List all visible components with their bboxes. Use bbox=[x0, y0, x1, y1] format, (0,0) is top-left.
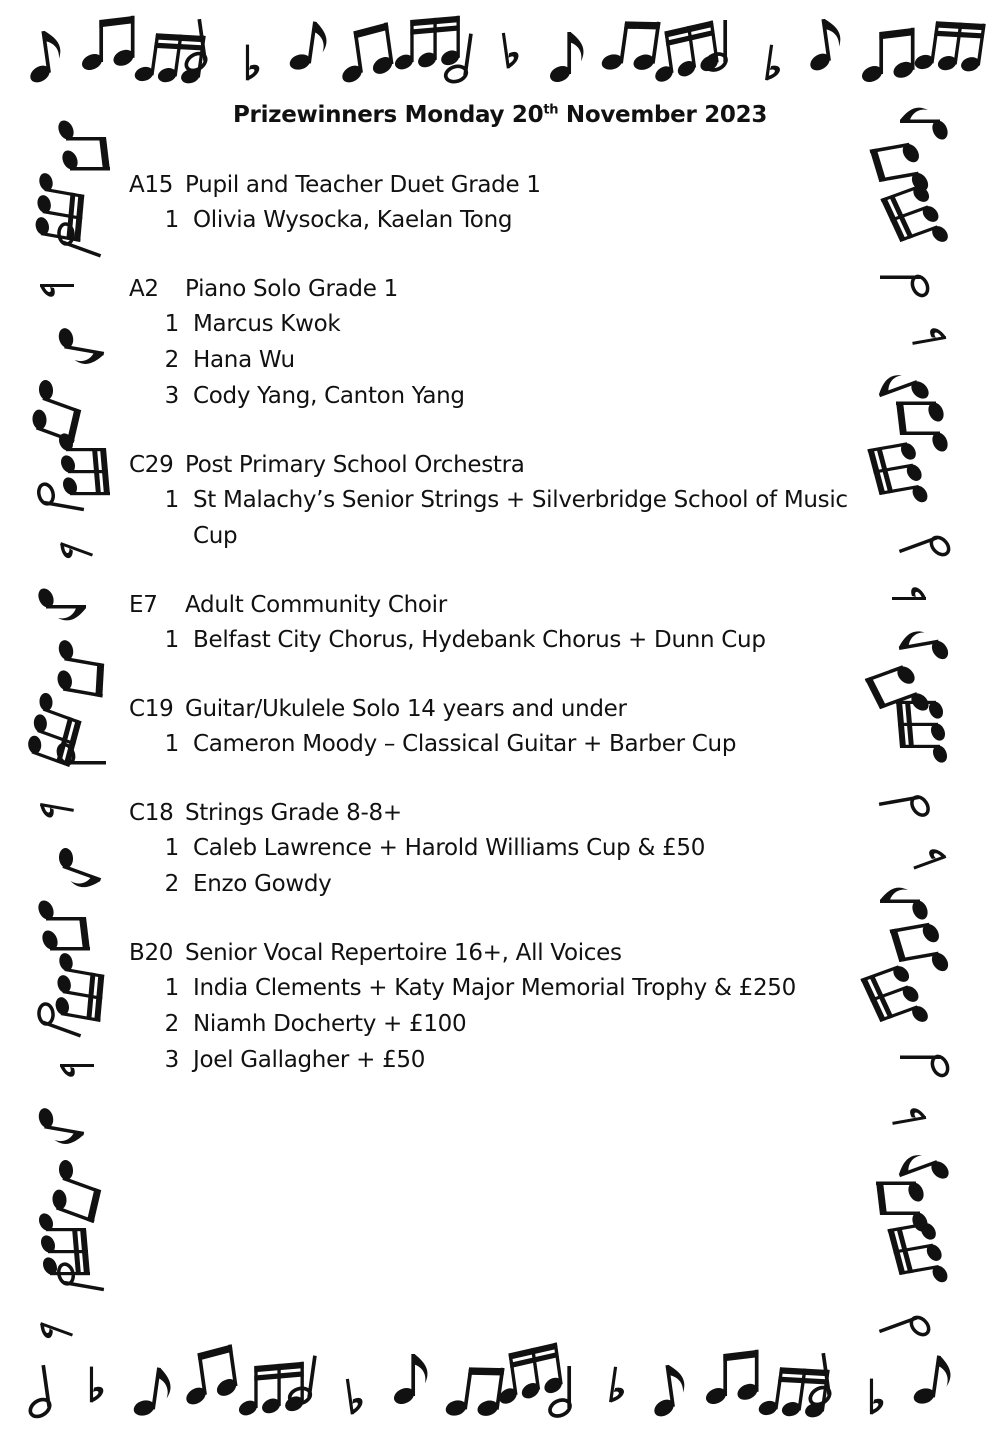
result-row bbox=[129, 866, 889, 902]
category-block bbox=[129, 448, 889, 554]
prize-list bbox=[129, 168, 889, 1112]
winner-text: Enzo Gowdy bbox=[193, 871, 332, 897]
placing-number: 1 bbox=[164, 975, 179, 1001]
category-code: A15 bbox=[129, 172, 174, 198]
category-heading bbox=[129, 936, 889, 970]
winner-text: Cameron Moody – Classical Guitar + Barber Cup bbox=[193, 731, 737, 757]
category-name: Guitar/Ukulele Solo 14 years and under bbox=[185, 696, 627, 722]
winner-text: India Clements + Katy Major Memorial Trophy & £250 bbox=[193, 975, 796, 1001]
category-block bbox=[129, 692, 889, 762]
winner-text: Marcus Kwok bbox=[193, 311, 341, 337]
winner-text: Joel Gallagher + £50 bbox=[193, 1047, 426, 1073]
result-row bbox=[129, 1042, 889, 1078]
placing-number: 2 bbox=[164, 1011, 179, 1037]
category-code: C18 bbox=[129, 800, 174, 826]
page-title bbox=[0, 102, 992, 128]
title-superscript: th bbox=[543, 102, 559, 118]
placing-number: 2 bbox=[164, 871, 179, 897]
result-row bbox=[129, 726, 889, 762]
result-row bbox=[129, 830, 889, 866]
category-code: B20 bbox=[129, 940, 174, 966]
winner-text: St Malachy’s Senior Strings + Silverbridge School of Music Cup bbox=[193, 487, 848, 549]
category-code: C19 bbox=[129, 696, 174, 722]
winner-text: Olivia Wysocka, Kaelan Tong bbox=[193, 207, 513, 233]
category-block bbox=[129, 936, 889, 1078]
category-code: C29 bbox=[129, 452, 174, 478]
result-row bbox=[129, 622, 889, 658]
category-heading bbox=[129, 168, 889, 202]
winner-text: Belfast City Chorus, Hydebank Chorus + Dunn Cup bbox=[193, 627, 766, 653]
winner-text: Niamh Docherty + £100 bbox=[193, 1011, 467, 1037]
category-block bbox=[129, 588, 889, 658]
placing-number: 1 bbox=[164, 627, 179, 653]
category-code: E7 bbox=[129, 592, 158, 618]
result-row bbox=[129, 342, 889, 378]
placing-number: 1 bbox=[164, 487, 179, 513]
category-name: Adult Community Choir bbox=[185, 592, 447, 618]
category-heading bbox=[129, 796, 889, 830]
category-heading bbox=[129, 588, 889, 622]
category-name: Strings Grade 8-8+ bbox=[185, 800, 402, 826]
winner-text: Caleb Lawrence + Harold Williams Cup & £50 bbox=[193, 835, 706, 861]
placing-number: 3 bbox=[164, 1047, 179, 1073]
title-end: November 2023 bbox=[558, 102, 768, 128]
winner-text: Hana Wu bbox=[193, 347, 295, 373]
result-row bbox=[129, 482, 889, 554]
result-row bbox=[129, 202, 889, 238]
category-name: Piano Solo Grade 1 bbox=[185, 276, 398, 302]
category-heading bbox=[129, 692, 889, 726]
category-name: Senior Vocal Repertoire 16+, All Voices bbox=[185, 940, 622, 966]
title-main: Prizewinners Monday 20 bbox=[232, 102, 544, 128]
result-row bbox=[129, 378, 889, 414]
placing-number: 1 bbox=[164, 835, 179, 861]
placing-number: 2 bbox=[164, 347, 179, 373]
category-block bbox=[129, 168, 889, 238]
result-row bbox=[129, 1006, 889, 1042]
result-row bbox=[129, 970, 889, 1006]
placing-number: 1 bbox=[164, 731, 179, 757]
category-code: A2 bbox=[129, 276, 159, 302]
category-block bbox=[129, 796, 889, 902]
category-name: Post Primary School Orchestra bbox=[185, 452, 525, 478]
category-heading bbox=[129, 272, 889, 306]
placing-number: 1 bbox=[164, 207, 179, 233]
placing-number: 3 bbox=[164, 383, 179, 409]
category-heading bbox=[129, 448, 889, 482]
placing-number: 1 bbox=[164, 311, 179, 337]
result-row bbox=[129, 306, 889, 342]
category-block bbox=[129, 272, 889, 414]
category-name: Pupil and Teacher Duet Grade 1 bbox=[185, 172, 541, 198]
winner-text: Cody Yang, Canton Yang bbox=[193, 383, 465, 409]
